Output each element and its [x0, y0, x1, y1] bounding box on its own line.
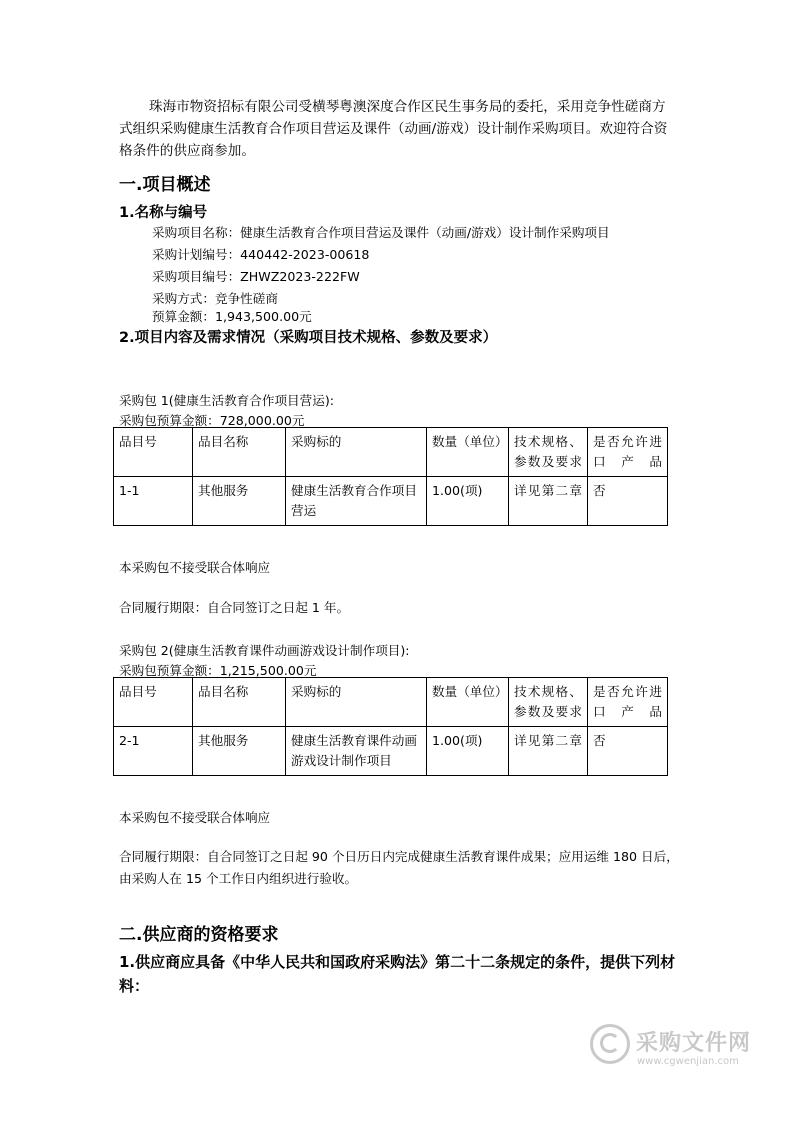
cell-item-no: 2-1 — [114, 727, 193, 776]
header-cell: 技术规格、参数及要求 — [509, 678, 588, 727]
cell-import: 否 — [588, 477, 668, 526]
package2-term: 合同履行期限：自合同签订之日起 90 个日历日内完成健康生活教育课件成果；应用运维 180 日后，由采购人在 15 个工作日内组织进行验收。 — [119, 849, 679, 886]
header-cell: 品目号 — [114, 678, 193, 727]
project-number-line: 采购项目编号：ZHWZ2023-222FW — [152, 269, 360, 284]
section1-title: 一.项目概述 — [119, 175, 211, 195]
package2-table — [113, 677, 668, 776]
header-cell: 数量（单位） — [427, 428, 509, 477]
package2-title: 采购包 2(健康生活教育课件动画游戏设计制作项目): — [119, 643, 410, 658]
watermark-name: 采购文件网 — [636, 1031, 752, 1056]
watermark-inner-icon — [600, 1033, 620, 1053]
package1-title: 采购包 1(健康生活教育合作项目营运): — [119, 393, 334, 408]
header-cell: 品目名称 — [193, 428, 286, 477]
table-header-row — [114, 678, 668, 727]
section2-sub1-title: 1.供应商应具备《中华人民共和国政府采购法》第二十二条规定的条件，提供下列材料： — [119, 953, 676, 995]
cell-target: 健康生活教育合作项目营运 — [286, 477, 427, 526]
cell-spec: 详见第二章 — [509, 477, 588, 526]
header-cell: 品目号 — [114, 428, 193, 477]
cell-target: 健康生活教育课件动画游戏设计制作项目 — [286, 727, 427, 776]
table-row — [114, 727, 668, 776]
header-cell: 技术规格、参数及要求 — [509, 428, 588, 477]
header-cell: 品目名称 — [193, 678, 286, 727]
header-cell: 是否允许进口产品 — [588, 678, 668, 727]
section2-title: 二.供应商的资格要求 — [119, 925, 279, 945]
section1-sub1-title: 1.名称与编号 — [119, 205, 208, 221]
budget-line: 预算金额：1,943,500.00元 — [152, 309, 312, 324]
header-cell: 采购标的 — [286, 678, 427, 727]
cell-item-no: 1-1 — [114, 477, 193, 526]
package2-budget: 采购包预算金额：1,215,500.00元 — [119, 663, 317, 678]
project-name-line: 采购项目名称：健康生活教育合作项目营运及课件（动画/游戏）设计制作采购项目 — [152, 225, 610, 240]
cell-quantity: 1.00(项) — [427, 477, 509, 526]
cell-spec: 详见第二章 — [509, 727, 588, 776]
watermark-url: www.cgwenjian.com — [637, 1056, 739, 1067]
table-row — [114, 477, 668, 526]
header-cell: 采购标的 — [286, 428, 427, 477]
package1-table — [113, 427, 668, 526]
package1-budget: 采购包预算金额：728,000.00元 — [119, 413, 305, 428]
intro-paragraph: 珠海市物资招标有限公司受横琴粤澳深度合作区民生事务局的委托，采用竞争性磋商方式组织采购健康生活教育合作项目营运及课件（动画/游戏）设计制作采购项目。欢迎符合资格条件的供应商参加。 — [119, 99, 668, 159]
header-cell: 是否允许进口产品 — [588, 428, 668, 477]
package1-term: 合同履行期限：自合同签订之日起 1 年。 — [119, 600, 350, 615]
cell-item-name: 其他服务 — [193, 477, 286, 526]
cell-quantity: 1.00(项) — [427, 727, 509, 776]
section1-sub2-title: 2.项目内容及需求情况（采购项目技术规格、参数及要求） — [119, 330, 498, 346]
cell-import: 否 — [588, 727, 668, 776]
package2-note: 本采购包不接受联合体响应 — [119, 810, 271, 825]
header-cell: 数量（单位） — [427, 678, 509, 727]
table-header-row — [114, 428, 668, 477]
plan-number-line: 采购计划编号：440442-2023-00618 — [152, 247, 370, 262]
watermark-logo — [590, 1024, 760, 1074]
cell-item-name: 其他服务 — [193, 727, 286, 776]
procurement-method-line: 采购方式：竞争性磋商 — [152, 291, 278, 306]
package1-note: 本采购包不接受联合体响应 — [119, 560, 271, 575]
